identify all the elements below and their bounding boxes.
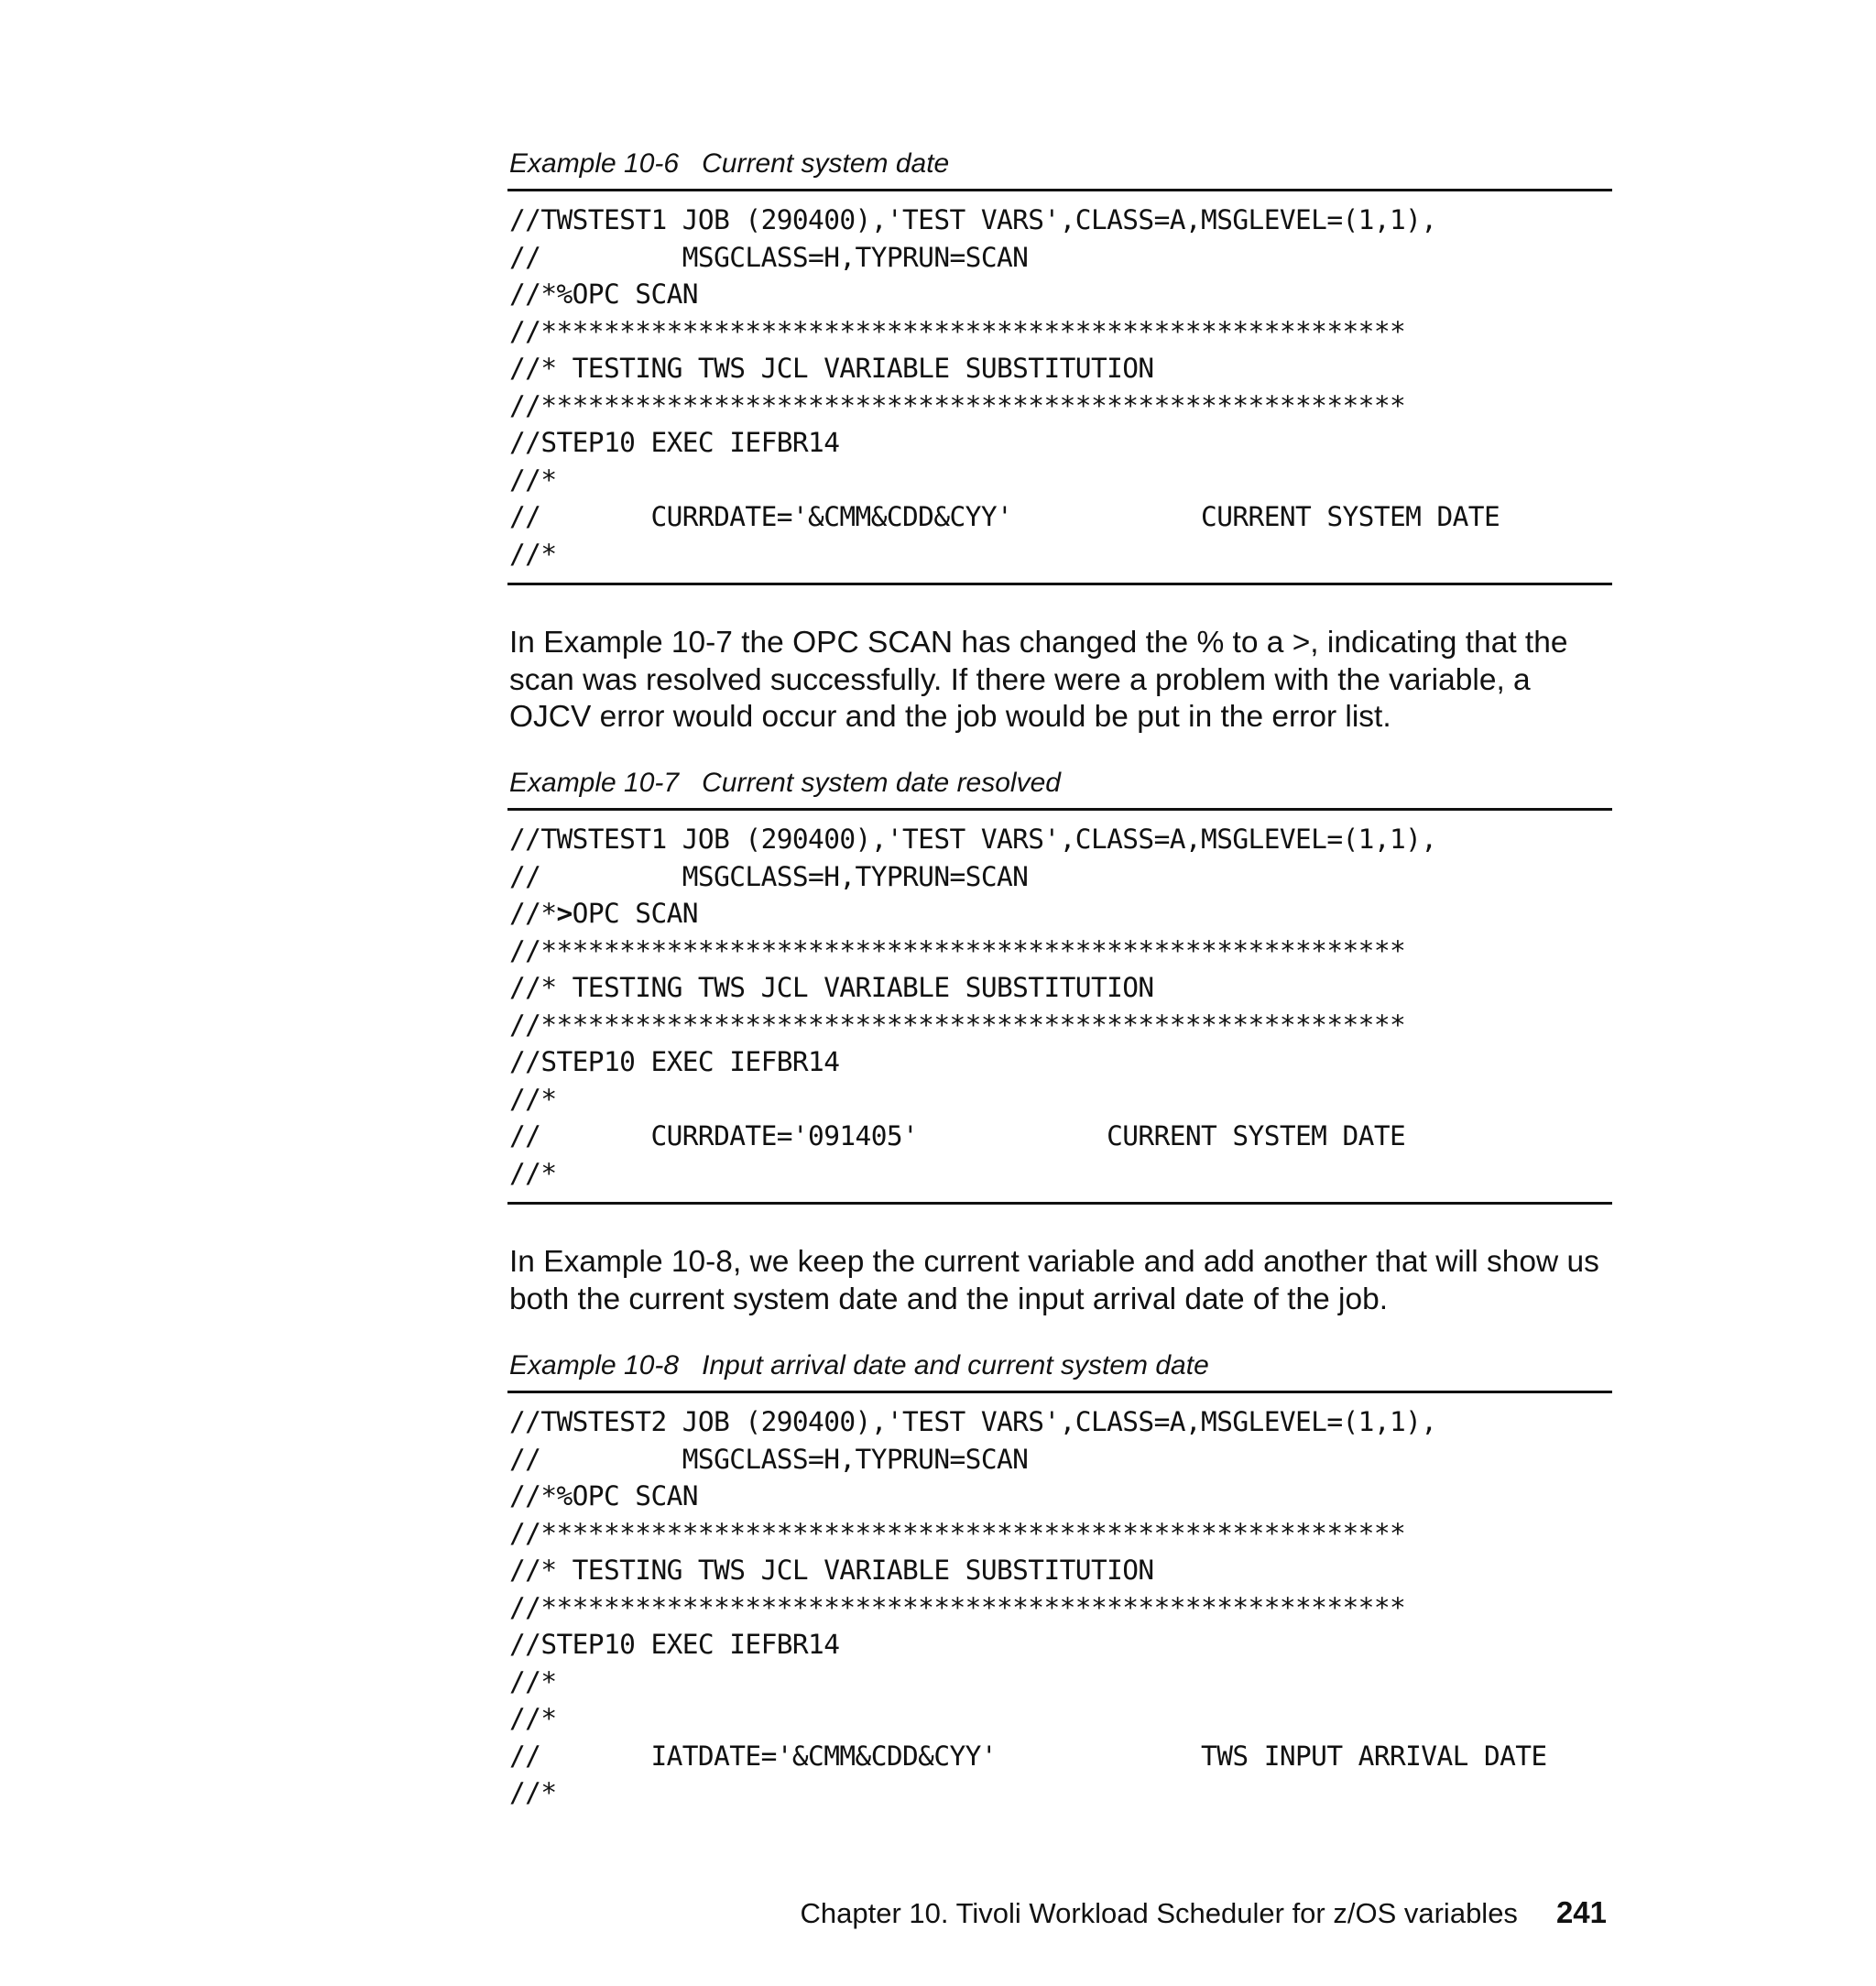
code-line: //*	[509, 1777, 557, 1808]
example-10-6-caption	[509, 148, 949, 180]
code-line: // MSGCLASS=H,TYPRUN=SCAN	[509, 1443, 1029, 1475]
code-line: //*******************************************************	[509, 1009, 1406, 1041]
example-10-8-code	[509, 1403, 1609, 1812]
code-line: // IATDATE='&CMM&CDD&CYY' TWS INPUT ARRIVAL DATE	[509, 1740, 1547, 1772]
code-line: //*******************************************************	[509, 315, 1406, 347]
example-10-6-code	[509, 202, 1609, 573]
caption-label: Example 10-7	[509, 768, 680, 798]
body-paragraph	[509, 1244, 1614, 1318]
code-line: //*******************************************************	[509, 1591, 1406, 1623]
code-line: //*******************************************************	[509, 1517, 1406, 1549]
code-line: //*	[509, 1157, 557, 1189]
code-line: //STEP10 EXEC IEFBR14	[509, 1629, 840, 1660]
caption-title: Input arrival date and current system date	[702, 1350, 1209, 1380]
example-10-8-caption	[509, 1350, 1209, 1381]
code-line: // CURRDATE='&CMM&CDD&CYY' CURRENT SYSTEM DATE	[509, 501, 1500, 532]
code-line-resolved-scan	[509, 895, 1609, 933]
code-line: //* TESTING TWS JCL VARIABLE SUBSTITUTION	[509, 972, 1154, 1003]
page-footer	[801, 1896, 1607, 1930]
example-10-6-bottom-rule	[507, 583, 1612, 585]
code-line: //*	[509, 1703, 557, 1734]
caption-title: Current system date	[702, 148, 950, 179]
chapter-title: Chapter 10. Tivoli Workload Scheduler for z/OS variables	[800, 1897, 1518, 1929]
body-paragraph	[509, 625, 1614, 737]
paragraph-line: both the current system date and the input arrival date of the job.	[509, 1282, 1389, 1316]
caption-title: Current system date resolved	[702, 768, 1061, 798]
resolved-marker: >	[556, 898, 573, 929]
code-line: //TWSTEST1 JOB (290400),'TEST VARS',CLASS=A,MSGLEVEL=(1,1),	[509, 204, 1437, 235]
example-10-7-top-rule	[507, 808, 1612, 811]
code-line: //*	[509, 1665, 557, 1697]
caption-label: Example 10-6	[509, 148, 680, 179]
paragraph-line: OJCV error would occur and the job would be put in the error list.	[509, 700, 1391, 734]
example-10-8-top-rule	[507, 1391, 1612, 1393]
example-10-6-top-rule	[507, 189, 1612, 191]
paragraph-line: In Example 10-7 the OPC SCAN has changed the % to a >, indicating that the	[509, 626, 1568, 660]
code-line: // CURRDATE='091405' CURRENT SYSTEM DATE	[509, 1120, 1406, 1151]
code-line: //*	[509, 464, 557, 496]
example-10-7-caption	[509, 768, 1061, 799]
paragraph-line: In Example 10-8, we keep the current variable and add another that will show us	[509, 1245, 1599, 1279]
code-line: //*	[509, 538, 557, 570]
code-line: // MSGCLASS=H,TYPRUN=SCAN	[509, 241, 1029, 273]
code-line: //STEP10 EXEC IEFBR14	[509, 1046, 840, 1077]
code-line: //*	[509, 1083, 557, 1115]
example-10-7-code	[509, 821, 1609, 1192]
example-10-7-bottom-rule	[507, 1202, 1612, 1205]
code-line: //*%OPC SCAN	[509, 278, 698, 310]
caption-label: Example 10-8	[509, 1350, 680, 1380]
code-line: //*%OPC SCAN	[509, 1480, 698, 1511]
code-line: //TWSTEST1 JOB (290400),'TEST VARS',CLASS=A,MSGLEVEL=(1,1),	[509, 824, 1437, 855]
code-line: //*******************************************************	[509, 934, 1406, 966]
code-line: //* TESTING TWS JCL VARIABLE SUBSTITUTION	[509, 1555, 1154, 1586]
code-line: //TWSTEST2 JOB (290400),'TEST VARS',CLASS=A,MSGLEVEL=(1,1),	[509, 1406, 1437, 1437]
paragraph-line: scan was resolved successfully. If there were a problem with the variable, a	[509, 662, 1531, 697]
code-line: //*******************************************************	[509, 389, 1406, 421]
page-number: 241	[1555, 1895, 1607, 1929]
code-line: // MSGCLASS=H,TYPRUN=SCAN	[509, 860, 1029, 892]
code-line: //* TESTING TWS JCL VARIABLE SUBSTITUTION	[509, 353, 1154, 384]
code-line: //STEP10 EXEC IEFBR14	[509, 427, 840, 458]
scan-directive: //*>OPC SCAN	[509, 898, 698, 929]
